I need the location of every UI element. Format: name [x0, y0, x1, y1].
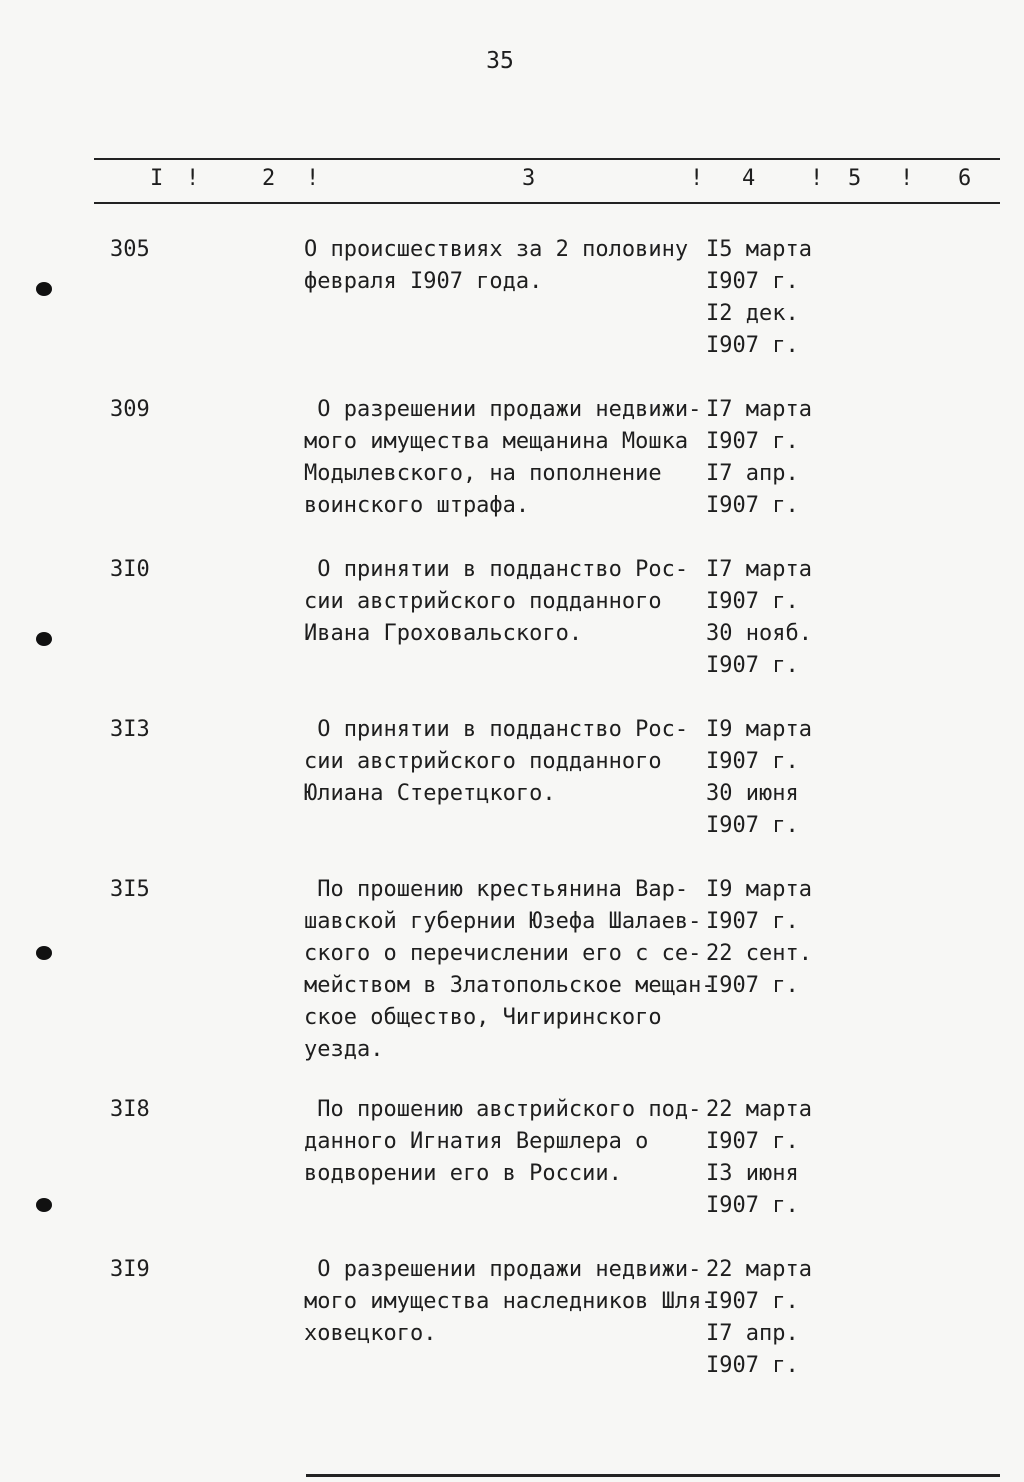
date-line: 30 нояб. — [706, 621, 812, 646]
date-line: I907 г. — [706, 429, 799, 454]
date-line: I907 г. — [706, 1193, 799, 1218]
date-line: 22 марта — [706, 1257, 812, 1282]
entry-description — [304, 554, 704, 650]
description-line: мого имущества наследников Шля- — [304, 1289, 715, 1314]
date-line: I907 г. — [706, 1129, 799, 1154]
description-line: уезда. — [304, 1037, 384, 1062]
description-line: шавской губернии Юзефа Шалаев- — [304, 909, 702, 934]
date-line: I5 марта — [706, 237, 812, 262]
date-line: I7 марта — [706, 397, 812, 422]
description-line: О принятии в подданство Рос- — [304, 717, 689, 742]
description-line: сии австрийского подданного — [304, 749, 662, 774]
description-line: февраля I907 года. — [304, 269, 543, 294]
bottom-rule — [306, 1474, 1000, 1477]
description-line: О происшествиях за 2 половину — [304, 237, 689, 262]
entry-number: 3I8 — [110, 1097, 150, 1122]
date-line: 22 марта — [706, 1097, 812, 1122]
column-separator: ! — [306, 166, 320, 191]
description-line: Ивана Гроховальского. — [304, 621, 583, 646]
column-header: 3 — [522, 166, 536, 191]
entry-dates — [706, 554, 846, 682]
date-line: I9 марта — [706, 717, 812, 742]
date-line: I907 г. — [706, 813, 799, 838]
description-line: мого имущества мещанина Мошка — [304, 429, 689, 454]
column-separator: ! — [810, 166, 824, 191]
date-line: I2 дек. — [706, 301, 799, 326]
description-line: воинского штрафа. — [304, 493, 530, 518]
date-line: I907 г. — [706, 333, 799, 358]
entry-description — [304, 394, 704, 522]
punch-hole-mark — [36, 1198, 52, 1212]
description-line: мейством в Златопольское мещан- — [304, 973, 715, 998]
entry-number: 3I3 — [110, 717, 150, 742]
page-number: 35 — [486, 48, 514, 74]
entry-description — [304, 1094, 704, 1190]
entry-dates — [706, 1254, 846, 1382]
description-line: О разрешении продажи недвижи- — [304, 397, 702, 422]
description-line: ского о перечислении его с се- — [304, 941, 702, 966]
entry-number: 3I5 — [110, 877, 150, 902]
date-line: 30 июня — [706, 781, 799, 806]
date-line: I907 г. — [706, 909, 799, 934]
date-line: 22 сент. — [706, 941, 812, 966]
description-line: О разрешении продажи недвижи- — [304, 1257, 702, 1282]
description-line: ховецкого. — [304, 1321, 437, 1346]
entry-description — [304, 714, 704, 810]
date-line: I7 марта — [706, 557, 812, 582]
punch-hole-mark — [36, 632, 52, 646]
column-header: 2 — [262, 166, 276, 191]
header-top-rule — [94, 158, 1000, 160]
column-header: 5 — [848, 166, 862, 191]
description-line: По прошению австрийского под- — [304, 1097, 702, 1122]
date-line: I907 г. — [706, 493, 799, 518]
entry-dates — [706, 874, 846, 1002]
entry-number: 3I0 — [110, 557, 150, 582]
date-line: I3 июня — [706, 1161, 799, 1186]
date-line: I907 г. — [706, 973, 799, 998]
column-separator: ! — [186, 166, 200, 191]
date-line: I9 марта — [706, 877, 812, 902]
header-bottom-rule — [94, 202, 1000, 204]
description-line: О принятии в подданство Рос- — [304, 557, 689, 582]
entry-description — [304, 1254, 715, 1350]
entry-dates — [706, 1094, 846, 1222]
entry-number: 305 — [110, 237, 150, 262]
description-line: По прошению крестьянина Вар- — [304, 877, 689, 902]
date-line: I907 г. — [706, 269, 799, 294]
column-header: I — [150, 166, 164, 191]
entry-dates — [706, 394, 846, 522]
description-line: Юлиана Стеретцкого. — [304, 781, 556, 806]
punch-hole-mark — [36, 282, 52, 296]
column-separator: ! — [900, 166, 914, 191]
column-separator: ! — [690, 166, 704, 191]
entry-number: 309 — [110, 397, 150, 422]
column-header: 4 — [742, 166, 756, 191]
date-line: I7 апр. — [706, 1321, 799, 1346]
entry-dates — [706, 714, 846, 842]
date-line: I907 г. — [706, 749, 799, 774]
date-line: I907 г. — [706, 589, 799, 614]
entry-description — [304, 234, 704, 298]
description-line: сии австрийского подданного — [304, 589, 662, 614]
description-line: данного Игнатия Вершлера о — [304, 1129, 649, 1154]
entry-number: 3I9 — [110, 1257, 150, 1282]
column-header: 6 — [958, 166, 972, 191]
punch-hole-mark — [36, 946, 52, 960]
description-line: ское общество, Чигиринского — [304, 1005, 662, 1030]
description-line: Модылевского, на пополнение — [304, 461, 662, 486]
date-line: I907 г. — [706, 1353, 799, 1378]
entry-description — [304, 874, 715, 1066]
date-line: I907 г. — [706, 1289, 799, 1314]
date-line: I7 апр. — [706, 461, 799, 486]
description-line: водворении его в России. — [304, 1161, 622, 1186]
date-line: I907 г. — [706, 653, 799, 678]
entry-dates — [706, 234, 846, 362]
